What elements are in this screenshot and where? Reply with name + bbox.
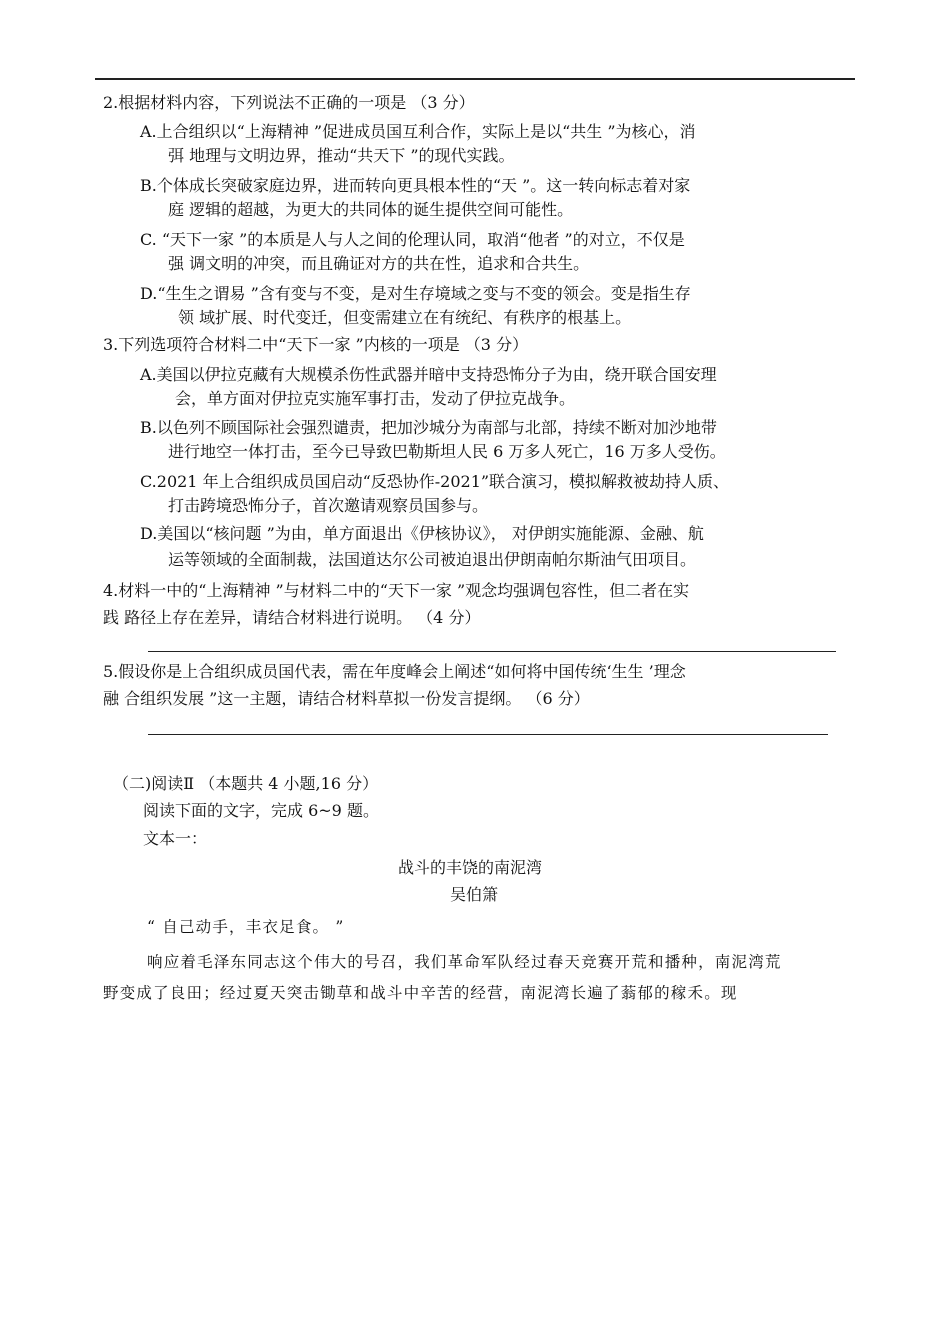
question-3-option-b-line1: B.以色列不顾国际社会强烈谴责，把加沙城分为南部与北部，持续不断对加沙地带	[140, 418, 717, 437]
article-title: 战斗的丰饶的南泥湾	[397, 858, 542, 877]
section-2-instruction: 阅读下面的文字，完成 6~9 题。	[143, 801, 379, 820]
article-paragraph-line1: 响应着毛泽东同志这个伟大的号召，我们革命军队经过春天竞赛开荒和播种，南泥湾荒	[147, 953, 782, 971]
question-3-stem: 3.下列选项符合材料二中“天下一家 ”内核的一项是 （3 分）	[103, 335, 529, 354]
question-3-option-d-line2: 运等领域的全面制裁，法国道达尔公司被迫退出伊朗南帕尔斯油气田项目。	[168, 550, 697, 569]
question-2-option-c-line1: C. “天下一家 ”的本质是人与人之间的伦理认同，取消“他者 ”的对立，不仅是	[140, 230, 685, 249]
question-3-option-a-line1: A.美国以伊拉克藏有大规模杀伤性武器并暗中支持恐怖分子为由，绕开联合国安理	[140, 365, 717, 384]
question-2-option-a-line1: A.上合组织以“上海精神 ”促进成员国互利合作，实际上是以“共生 ”为核心，消	[140, 122, 696, 141]
question-4-answer-line	[148, 651, 836, 652]
question-3-option-c-line2: 打击跨境恐怖分子，首次邀请观察员国参与。	[168, 496, 489, 515]
question-2-option-d-line1: D.“生生之谓易 ”含有变与不变，是对生存境域之变与不变的领会。变是指生存	[140, 284, 691, 303]
question-3-option-c-line1: C.2021 年上合组织成员国启动“反恐协作-2021”联合演习，模拟解救被劫持人质、	[140, 472, 730, 491]
question-3-option-b-line2: 进行地空一体打击，至今已导致巴勒斯坦人民 6 万多人死亡，16 万多人受伤。	[168, 442, 726, 461]
question-5-answer-line	[148, 734, 828, 735]
question-2-option-a-line2: 弭 地理与文明边界，推动“共天下 ”的现代实践。	[168, 146, 515, 165]
question-2-option-b-line1: B.个体成长突破家庭边界，进而转向更具根本性的“天 ”。这一转向标志着对家	[140, 176, 691, 195]
section-2-text-label: 文本一：	[143, 829, 208, 848]
question-2-stem: 2.根据材料内容，下列说法不正确的一项是 （3 分）	[103, 93, 475, 112]
article-quote: “ 自己动手，丰衣足食。 ”	[147, 918, 345, 936]
header-rule	[95, 78, 855, 80]
article-author: 吴伯箫	[449, 885, 498, 904]
question-4-line1: 4.材料一中的“上海精神 ”与材料二中的“天下一家 ”观念均强调包容性，但二者在实	[103, 581, 690, 600]
question-2-option-b-line2: 庭 逻辑的超越，为更大的共同体的诞生提供空间可能性。	[168, 200, 574, 219]
question-2-option-d-line2: 领 域扩展、时代变迁，但变需建立在有统纪、有秩序的根基上。	[178, 308, 632, 327]
question-3-option-d-line1: D.美国以“核问题 ”为由，单方面退出《伊核协议》， 对伊朗实施能源、金融、航	[140, 524, 704, 543]
question-3-option-a-line2: 会，单方面对伊拉克实施军事打击，发动了伊拉克战争。	[175, 389, 576, 408]
question-2-option-c-line2: 强 调文明的冲突，而且确证对方的共在性，追求和合共生。	[168, 254, 590, 273]
question-4-line2: 践 路径上存在差异，请结合材料进行说明。 （4 分）	[103, 608, 481, 627]
section-2-heading: （二)阅读Ⅱ （本题共 4 小题,16 分）	[113, 774, 379, 793]
article-paragraph-line2: 野变成了良田；经过夏天突击锄草和战斗中辛苦的经营，南泥湾长遍了蓊郁的稼禾。现	[103, 984, 738, 1002]
question-5-line1: 5.假设你是上合组织成员国代表，需在年度峰会上阐述“如何将中国传统‘生生 ’理念	[103, 662, 686, 681]
question-5-line2: 融 合组织发展 ”这一主题，请结合材料草拟一份发言提纲。 （6 分）	[103, 689, 590, 708]
